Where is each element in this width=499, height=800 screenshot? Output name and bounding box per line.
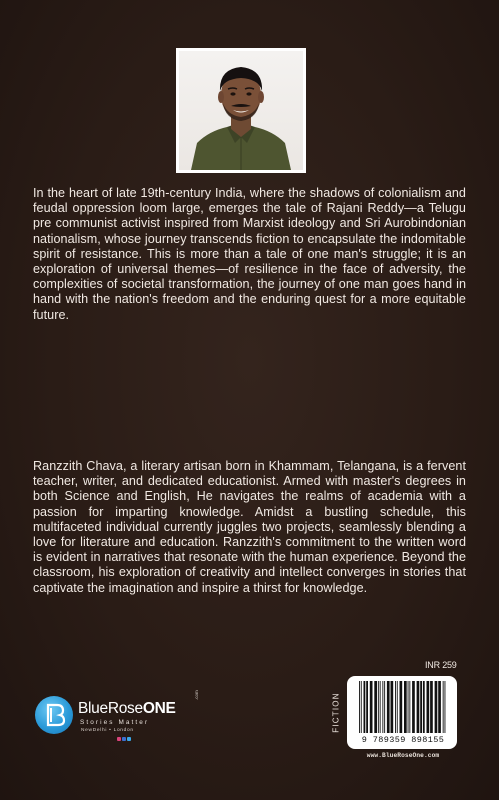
author-bio: Ranzzith Chava, a literary artisan born in Khammam, Telangana, is a fervent teacher, writer, and dedicated educationist. Armed with master's degrees in both Science and English, He navigates the realms of academia with a passion for imparting knowledge. Amidst a bustling schedule, this multifaceted individual currently juggles two projects, seamlessly blending a love for literature and education. Ranzzith's commitment to the written word is evident in narratives that resonate with the human experience. Beyond the classroom, his exploration of creativity and intellect converges in stories that captivate the imagination and inspire a thirst for knowledge. <box>33 459 466 595</box>
barcode-bar <box>427 681 430 733</box>
publisher-dotcom: .com <box>194 690 199 700</box>
barcode-bar <box>397 681 398 733</box>
barcode-bar <box>438 681 441 733</box>
barcode-bars <box>355 681 449 733</box>
instagram-icon <box>117 737 121 741</box>
facebook-icon <box>122 737 126 741</box>
barcode-bar <box>378 681 379 733</box>
barcode-bar <box>370 681 373 733</box>
book-synopsis: In the heart of late 19th-century India, where the shadows of colonialism and feudal oppression loom large, emerges the tale of Rajani Reddy—a Telugu pre communist activist inspired from Marxist ideology and Sri Aurobindonian nationalism, whose journey transcends fiction to encapsulate the indomitable spirit of resistance. This is more than a tale of one man's struggle; it is an exploration of universal themes—of resilience in the face of adversity, the complexities of societal transformation, the journey of one man goes hand in hand with the nation's freedom and the enduring quest for a more equitable future. <box>33 186 466 322</box>
barcode-bar <box>384 681 385 733</box>
barcode-bar <box>409 681 410 733</box>
barcode <box>347 676 457 749</box>
barcode-bar <box>400 681 403 733</box>
genre-label-container <box>329 686 343 738</box>
barcode-bar <box>430 681 433 733</box>
barcode-bar <box>417 681 420 733</box>
barcode-bar <box>435 681 438 733</box>
genre-label: FICTION <box>331 691 341 733</box>
barcode-bar <box>445 681 446 733</box>
barcode-bar <box>387 681 390 733</box>
publisher-name: BlueRoseONE <box>78 700 176 717</box>
barcode-bar <box>420 681 422 733</box>
social-icons <box>117 737 131 741</box>
barcode-bar <box>374 681 377 733</box>
publisher-website: www.BlueRoseOne.com <box>366 752 440 759</box>
publisher-cities: NewDelhi • London <box>81 728 134 733</box>
barcode-bar <box>412 681 415 733</box>
price-label: INR 259 <box>425 660 457 670</box>
barcode-bar <box>380 681 381 733</box>
barcode-bar <box>408 681 409 733</box>
publisher-tagline: Stories Matter <box>80 719 150 726</box>
barcode-bar <box>443 681 444 733</box>
barcode-bar <box>366 681 368 733</box>
author-photo <box>179 51 303 170</box>
bluerose-logo-icon <box>35 696 73 734</box>
barcode-bar <box>364 681 366 733</box>
barcode-bar <box>361 681 362 733</box>
barcode-bar <box>359 681 360 733</box>
barcode-bar <box>395 681 396 733</box>
barcode-bar <box>382 681 383 733</box>
barcode-bar <box>404 681 407 733</box>
barcode-bar <box>391 681 394 733</box>
isbn-number: 9 789359 898155 <box>361 735 445 745</box>
barcode-bar <box>423 681 425 733</box>
author-photo-frame <box>176 48 306 173</box>
twitter-icon <box>127 737 131 741</box>
publisher-logo <box>35 690 215 746</box>
